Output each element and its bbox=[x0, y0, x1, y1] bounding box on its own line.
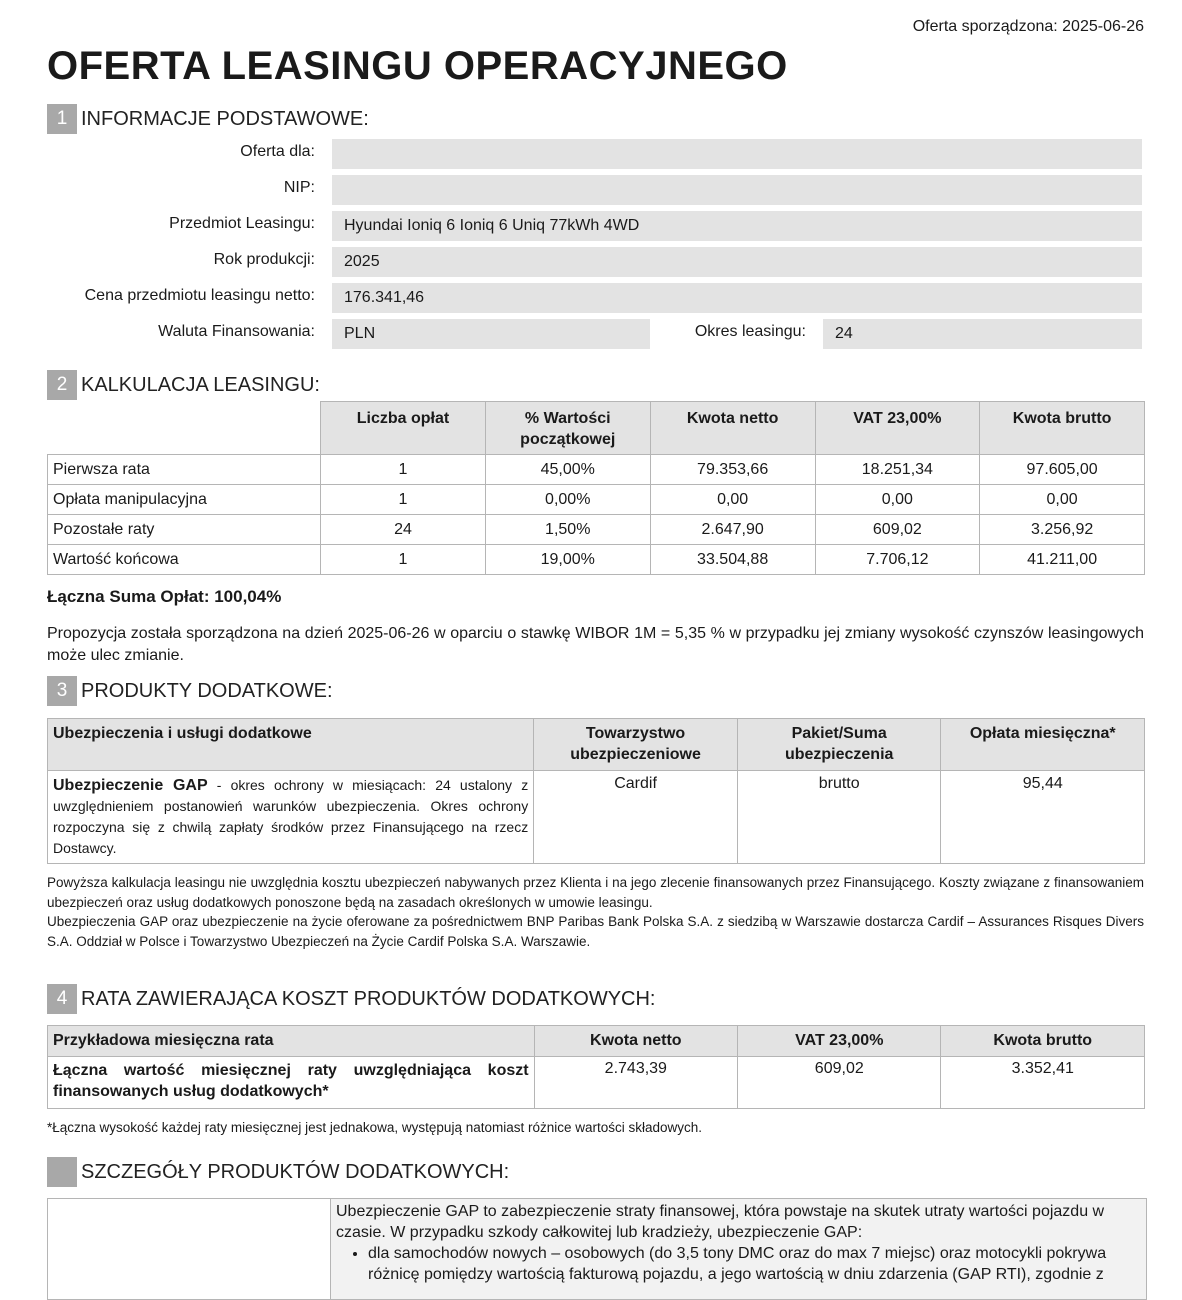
row-label: Pierwsza rata bbox=[48, 455, 321, 485]
product-description bbox=[48, 771, 534, 864]
table-cell: 0,00% bbox=[485, 485, 650, 515]
gross-amount-cell: 3.352,41 bbox=[941, 1057, 1145, 1109]
period-label: Okres leasingu: bbox=[694, 323, 806, 340]
table-cell: 0,00 bbox=[815, 485, 980, 515]
product-terms: - okres ochrony w miesiącach: 24 ustalony z uwzględnieniem postanowień warunków ubezpieczenia. Okres ochrony rozpoczyna się z chwilą zapłaty środków przez Finansującego na rzecz Dostawcy. bbox=[53, 777, 529, 856]
table-header-row bbox=[48, 1026, 1145, 1057]
subject-field: Hyundai Ioniq 6 Ioniq 6 Uniq 77kWh 4WD bbox=[332, 211, 1142, 241]
section-1-header bbox=[47, 104, 369, 134]
products-table bbox=[47, 718, 1145, 864]
column-header: Opłata miesięczna* bbox=[941, 719, 1145, 771]
section-title: RATA ZAWIERAJĄCA KOSZT PRODUKTÓW DODATKOWYCH: bbox=[81, 987, 656, 1010]
total-fees: Łączna Suma Opłat: 100,04% bbox=[47, 587, 282, 606]
table-cell: 0,00 bbox=[980, 485, 1145, 515]
section-number: 2 bbox=[47, 370, 77, 400]
column-header: VAT 23,00% bbox=[815, 402, 980, 455]
offer-date: Oferta sporządzona: 2025-06-26 bbox=[912, 18, 1144, 35]
table-cell: 1 bbox=[321, 485, 485, 515]
table-cell: 1,50% bbox=[485, 515, 650, 545]
section-number bbox=[47, 1157, 77, 1187]
monthly-fee-cell: 95,44 bbox=[941, 771, 1145, 864]
nip-field bbox=[332, 175, 1142, 205]
table-cell: 7.706,12 bbox=[815, 545, 980, 575]
section-number: 4 bbox=[47, 984, 77, 1014]
column-header: Towarzystwo ubezpieczeniowe bbox=[534, 719, 738, 771]
section-title: PRODUKTY DODATKOWE: bbox=[81, 679, 333, 702]
column-header: Kwota netto bbox=[534, 1026, 737, 1057]
column-header: Liczba opłat bbox=[321, 402, 485, 455]
calculation-note: Powyższa kalkulacja leasingu nie uwzględnia kosztu ubezpieczeń nabywanych przez Klienta i na jego zlecenie finansowanych przez Finansującego. Koszty związane z finansowaniem ubezpieczeń oraz usług dodatkowych ponoszone będą na zasadach określonych w umowie leasingu. bbox=[47, 875, 1144, 910]
table-cell: 24 bbox=[321, 515, 485, 545]
insurer-note: Ubezpieczenia GAP oraz ubezpieczenie na życie oferowane za pośrednictwem BNP Paribas Bank Polska S.A. z siedzibą w Warszawie dostarcza Cardif – Assurances Risques Divers S.A. Oddział w Polsce i Towarzystwo Ubezpieczeń na Życie Cardif Polska S.A. Warszawie. bbox=[47, 914, 1144, 949]
table-cell: 2.647,90 bbox=[650, 515, 815, 545]
column-header: Ubezpieczenia i usługi dodatkowe bbox=[48, 719, 534, 771]
column-header: Kwota netto bbox=[650, 402, 815, 455]
table-row bbox=[48, 515, 1145, 545]
table-row bbox=[48, 545, 1145, 575]
column-header: Kwota brutto bbox=[941, 1026, 1145, 1057]
section-title: INFORMACJE PODSTAWOWE: bbox=[81, 107, 369, 130]
vat-cell: 609,02 bbox=[738, 1057, 941, 1109]
table-cell: 19,00% bbox=[485, 545, 650, 575]
column-header: Kwota brutto bbox=[980, 402, 1145, 455]
details-text bbox=[331, 1199, 1146, 1299]
table-cell: 1 bbox=[321, 455, 485, 485]
year-label: Rok produkcji: bbox=[213, 251, 315, 268]
section-5-header bbox=[47, 1157, 509, 1187]
page-title: OFERTA LEASINGU OPERACYJNEGO bbox=[47, 44, 788, 88]
table-cell: 1 bbox=[321, 545, 485, 575]
price-label: Cena przedmiotu leasingu netto: bbox=[84, 287, 315, 304]
row-label: Wartość końcowa bbox=[48, 545, 321, 575]
package-cell: brutto bbox=[737, 771, 941, 864]
empty-header-cell bbox=[48, 402, 321, 455]
column-header: Przykładowa miesięczna rata bbox=[48, 1026, 535, 1057]
table-row bbox=[48, 455, 1145, 485]
column-header: Pakiet/Suma ubezpieczenia bbox=[737, 719, 941, 771]
table-row bbox=[48, 1057, 1145, 1109]
table-cell: 33.504,88 bbox=[650, 545, 815, 575]
column-header: VAT 23,00% bbox=[738, 1026, 941, 1057]
column-header: % Wartości początkowej bbox=[485, 402, 650, 455]
net-amount-cell: 2.743,39 bbox=[534, 1057, 737, 1109]
table-cell: 0,00 bbox=[650, 485, 815, 515]
insurer-cell: Cardif bbox=[534, 771, 738, 864]
details-box bbox=[47, 1198, 1147, 1300]
footnote: *Łączna wysokość każdej raty miesięcznej jest jednakowa, występują natomiast różnice wartości składowych. bbox=[47, 1120, 703, 1135]
details-empty-cell bbox=[48, 1199, 331, 1299]
table-row bbox=[48, 485, 1145, 515]
table-cell: 45,00% bbox=[485, 455, 650, 485]
currency-label: Waluta Finansowania: bbox=[158, 323, 315, 340]
row-label: Pozostałe raty bbox=[48, 515, 321, 545]
table-cell: 18.251,34 bbox=[815, 455, 980, 485]
wibor-note: Propozycja została sporządzona na dzień 2025-06-26 w oparciu o stawkę WIBOR 1M = 5,35 % w przypadku jej zmiany wysokość czynszów leasingowych może ulec zmianie. bbox=[47, 625, 1144, 664]
table-cell: 41.211,00 bbox=[980, 545, 1145, 575]
offer-for-field bbox=[332, 139, 1142, 169]
rate-table bbox=[47, 1025, 1145, 1109]
nip-label: NIP: bbox=[283, 179, 315, 196]
section-number: 3 bbox=[47, 676, 77, 706]
subject-label: Przedmiot Leasingu: bbox=[169, 215, 315, 232]
year-field: 2025 bbox=[332, 247, 1142, 277]
table-row bbox=[48, 771, 1145, 864]
table-cell: 79.353,66 bbox=[650, 455, 815, 485]
calculation-table bbox=[47, 401, 1145, 575]
table-cell: 3.256,92 bbox=[980, 515, 1145, 545]
rate-description: Łączna wartość miesięcznej raty uwzględniająca koszt finansowanych usług dodatkowych* bbox=[48, 1057, 535, 1109]
section-2-header bbox=[47, 370, 320, 400]
table-cell: 97.605,00 bbox=[980, 455, 1145, 485]
section-4-header bbox=[47, 984, 655, 1014]
section-title: KALKULACJA LEASINGU: bbox=[81, 373, 320, 396]
table-header-row bbox=[48, 402, 1145, 455]
section-number: 1 bbox=[47, 104, 77, 134]
table-header-row bbox=[48, 719, 1145, 771]
offer-for-label: Oferta dla: bbox=[240, 143, 315, 160]
section-3-header bbox=[47, 676, 333, 706]
currency-field: PLN bbox=[332, 319, 650, 349]
list-item: • dla samochodów nowych – osobowych (do 3,5 tony DMC oraz do max 7 miejsc) oraz motocykli pokrywa różnicę pomiędzy wartością fakturową pojazdu, a jego wartością w dniu zdarzenia (GAP RTI), zgodnie z bbox=[368, 1243, 1141, 1285]
table-cell: 609,02 bbox=[815, 515, 980, 545]
section-title: SZCZEGÓŁY PRODUKTÓW DODATKOWYCH: bbox=[81, 1160, 510, 1183]
gap-bullets bbox=[336, 1243, 1141, 1285]
row-label: Opłata manipulacyjna bbox=[48, 485, 321, 515]
gap-intro: Ubezpieczenie GAP to zabezpieczenie straty finansowej, która powstaje na skutek utraty wartości pojazdu w czasie. W przypadku szkody całkowitej lub kradzieży, ubezpieczenie GAP: bbox=[336, 1203, 1105, 1241]
price-field: 176.341,46 bbox=[332, 283, 1142, 313]
period-field: 24 bbox=[823, 319, 1142, 349]
product-name: Ubezpieczenie GAP bbox=[53, 777, 208, 794]
